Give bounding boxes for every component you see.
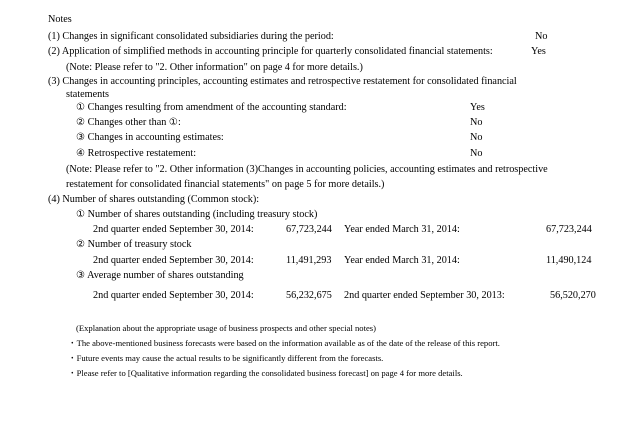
item4-sub3-left-period: 2nd quarter ended September 30, 2014: — [93, 290, 254, 301]
item2-value: Yes — [531, 46, 546, 57]
item3-sub4-label: ④ Retrospective restatement: — [76, 148, 197, 159]
item3-label-line2: statements — [66, 89, 110, 100]
item3-sub1-value: Yes — [470, 102, 485, 113]
item4-sub1-right-value: 67,723,244 — [546, 224, 592, 235]
item4-sub3-right-period: 2nd quarter ended September 30, 2013: — [344, 290, 505, 301]
explanation-heading: (Explanation about the appropriate usage of business prospects and other special notes) — [76, 323, 376, 333]
item4-sub1-right-period: Year ended March 31, 2014: — [344, 224, 460, 235]
explanation-bullet-3: ・Please refer to [Qualitative information regarding the consolidated business forecast] on page 4 for more details. — [68, 368, 463, 378]
item3-sub2-value: No — [470, 117, 483, 128]
item4-sub3-left-value: 56,232,675 — [286, 290, 332, 301]
explanation-bullet-1: ・The above-mentioned business forecasts were based on the information available as of the date of the release of this report. — [68, 338, 500, 348]
item3-sub1-label: ① Changes resulting from amendment of the accounting standard: — [76, 102, 347, 113]
item4-sub2-left-period: 2nd quarter ended September 30, 2014: — [93, 255, 254, 266]
item4-sub2-left-value: 11,491,293 — [286, 255, 332, 266]
item3-label-line1: (3) Changes in accounting principles, accounting estimates and retrospective restatement for consolidated financial — [48, 76, 517, 87]
item4-sub3-label: ③ Average number of shares outstanding — [76, 270, 244, 281]
item4-sub2-label: ② Number of treasury stock — [76, 239, 192, 250]
item3-note-line2: restatement for consolidated financial statements" on page 5 for more details.) — [66, 179, 385, 190]
item2-note: (Note: Please refer to "2. Other information" on page 4 for more details.) — [66, 62, 363, 73]
item1-label: (1) Changes in significant consolidated subsidiaries during the period: — [48, 31, 334, 42]
item4-label: (4) Number of shares outstanding (Common stock): — [48, 194, 260, 205]
item2-label: (2) Application of simplified methods in accounting principle for quarterly consolidated financial statements: — [48, 46, 493, 57]
item4-sub2-right-value: 11,490,124 — [546, 255, 592, 266]
item1-value: No — [535, 31, 548, 42]
item4-sub1-label: ① Number of shares outstanding (including treasury stock) — [76, 209, 318, 220]
item3-sub2-label: ② Changes other than ①: — [76, 117, 181, 128]
item4-sub1-left-period: 2nd quarter ended September 30, 2014: — [93, 224, 254, 235]
item3-note-line1: (Note: Please refer to "2. Other information (3)Changes in accounting policies, accounting estimates and retrospective — [66, 164, 548, 175]
item3-sub3-value: No — [470, 132, 483, 143]
explanation-bullet-2: ・Future events may cause the actual results to be significantly different from the forecasts. — [68, 353, 384, 363]
item4-sub2-right-period: Year ended March 31, 2014: — [344, 255, 460, 266]
item3-sub3-label: ③ Changes in accounting estimates: — [76, 132, 224, 143]
item4-sub3-right-value: 56,520,270 — [550, 290, 596, 301]
notes-title: Notes — [48, 14, 72, 25]
item4-sub1-left-value: 67,723,244 — [286, 224, 332, 235]
item3-sub4-value: No — [470, 148, 483, 159]
